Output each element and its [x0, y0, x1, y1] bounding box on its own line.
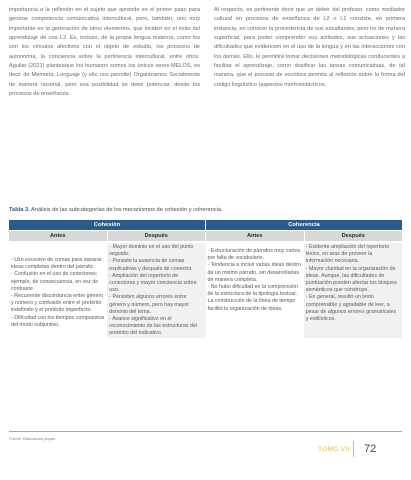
cell-item: - Uso excesivo de comas para separar ideas completas dentro del párrafo. [11, 257, 102, 271]
table-sub-header-row [9, 231, 402, 241]
table-caption [9, 207, 223, 213]
cell-item: - Avance significativo en el reconocimiento de las estructuras del pretérito del indicativo. [109, 316, 197, 337]
table-caption-text: Análisis de las subcategorías de los mecanismos de cohesión y coherencia. [29, 207, 223, 213]
table-caption-label: Tabla 3. [9, 207, 30, 213]
cell-cohesion-antes [9, 243, 107, 338]
table-row [9, 243, 402, 338]
cell-item: - Confusión en el uso de conectores; ejemplo, de consecuencia, en vez de contraste. [11, 271, 99, 292]
body-paragraph-left: importancia a la reflexión en el sujeto que aprende es el primer paso para generar competencia comunicativa intercultural, pero, también, uno muy importante en la generación de otros elementos, que inciden en el éxito del aprendizaje de una L2. Es, incluso, de la propia lengua materna, como los son los vínculos afectivos con el objeto de estudio, los procesos de autonomía, la conciencia sobre la pertinencia intercultural, entre otros. Aguilar (2021) planteaque los humanos somos los únicos seres MELOS, es decir de Memoria, Lenguaje (y ello nos permite) Organizarnos Socialmente de manera racional, pero esa posibilidad se debe potenciar, desde los procesos de enseñanza. [9, 7, 200, 98]
cell-item: - Recurrente discordancia entre género y número y confusión entre el pretérito indefinido y el pretérito imperfecto. [11, 293, 104, 314]
cell-item: - Evidente ampliación del repertorio léxico, en aras de proveer la información necesaria. [305, 244, 390, 265]
table-bottom-rule [9, 431, 402, 432]
cell-item: - Persiste la ausencia de comas explicativas y después de conector. [109, 258, 193, 272]
cell-item: - Dificultad con los tiempos compuestos del modo subjuntivo. [11, 314, 105, 328]
table-source: Fuente: Elaboración propia. [9, 437, 56, 441]
header-coherencia: Coherencia [206, 220, 402, 230]
analysis-table [9, 220, 402, 338]
cell-item: - Estructuración de párrafos muy cortos por falta de vocabulario. [207, 248, 301, 262]
footer-divider [353, 441, 354, 457]
header-cohesion: Cohesión [9, 220, 205, 230]
cell-item: - Mayor dominio en el uso del punto seguido. [109, 244, 194, 258]
subheader-coherencia-antes: Antes [206, 231, 304, 241]
cell-coherencia-antes [206, 243, 304, 338]
cell-item: - En general, resultó un texto comprensible y agradable de leer, a pesar de algunos errores gramaticales y estilísticos. [305, 294, 397, 323]
cell-item: - Persisten algunos errores entre género y número, pero hay mayor dominio del tema. [109, 294, 190, 315]
subheader-cohesion-antes: Antes [9, 231, 107, 241]
table-group-header-row [9, 220, 402, 230]
cell-item: - Mayor claridad en la organización de ideas. Aunque, las dificultades de puntuación pueden afectar los bloques semánticos que construye. [305, 265, 397, 294]
cell-cohesion-despues [107, 243, 205, 338]
cell-coherencia-despues [304, 243, 402, 338]
cell-item: - Tendencia a incluir varias ideas dentro de un mismo párrafo, sin desarrollarlas de manera completa. [207, 262, 301, 283]
subheader-coherencia-despues: Después [305, 231, 403, 241]
footer-brand: TOMO VII [318, 446, 350, 453]
cell-item: - No hubo dificultad en la comprensión de la estructura de la tipología textual. La construcción de la línea de tiempo facilitó la organización de ideas. [207, 284, 298, 312]
body-paragraph-right: Al respecto, es pertinente decir que un deber del profesor, como mediador cultural en procesos de enseñanza de L2 o L1 consiste, en primera instancia, en conocer la procedencia de sus estudiantes, pero no de manera superficial, para poder comprender sus actitudes, sus actuaciones y las dificultades que evidencien en el uso de la lengua y en las interacciones con los demás. Ello, le permitirá tomar decisiones metodológicas conducentes a facilitar el aprendizaje, como dosificar las tareas comunicativas, de tal manera, que el proceso de escritura permita al reflexión sobre la forma del código lingüístico (aspectos morfosintácticos, [214, 7, 405, 88]
cell-item: - Ampliación del repertorio de conectores y mayor conciencia sobre uso. [109, 272, 197, 294]
page-number: 72 [364, 443, 377, 455]
subheader-cohesion-despues: Después [108, 231, 206, 241]
